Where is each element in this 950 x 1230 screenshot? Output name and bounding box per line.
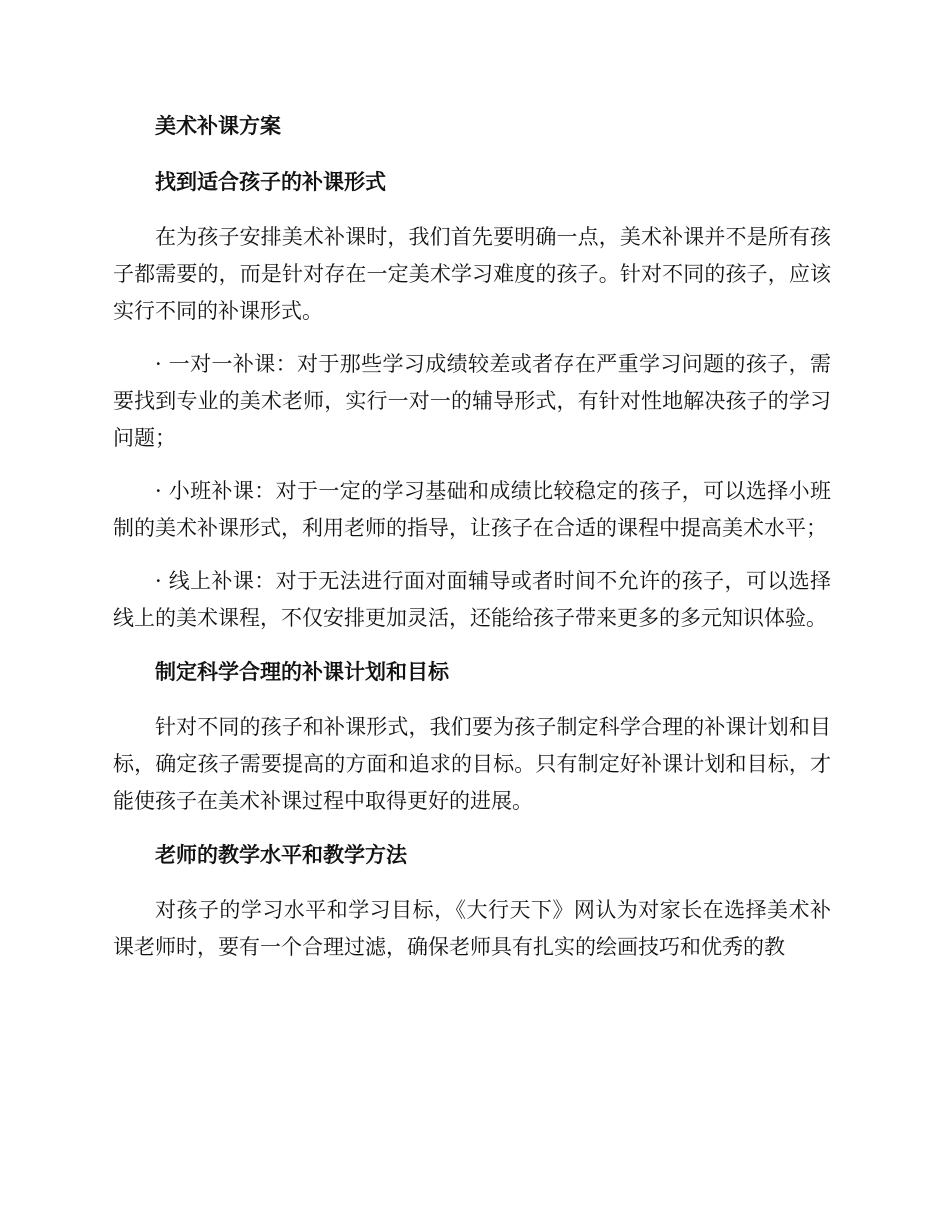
section-heading: 找到适合孩子的补课形式	[155, 170, 386, 194]
paragraph: 针对不同的孩子和补课形式，我们要为孩子制定科学合理的补课计划和目标，确定孩子需要提高的方面和追求的目标。只有制定好补课计划和目标，才能使孩子在美术补课过程中取得更好的进展。	[113, 715, 831, 813]
bullet-item-one-on-one: · 一对一补课：对于那些学习成绩较差或者存在严重学习问题的孩子，需要找到专业的美术老师，实行一对一的辅导形式，有针对性地解决孩子的学习问题；	[113, 352, 831, 450]
section-form	[113, 163, 831, 637]
paragraph: 在为孩子安排美术补课时，我们首先要明确一点，美术补课并不是所有孩子都需要的，而是针对存在一定美术学习难度的孩子。针对不同的孩子，应该实行不同的补课形式。	[113, 225, 831, 323]
paragraph: 对孩子的学习水平和学习目标，《大行天下》网认为对家长在选择美术补课老师时，要有一个合理过滤，确保老师具有扎实的绘画技巧和优秀的教	[113, 898, 831, 959]
bullet-item-online: · 线上补课：对于无法进行面对面辅导或者时间不允许的孩子，可以选择线上的美术课程，不仅安排更加灵活，还能给孩子带来更多的多元知识体验。	[113, 569, 831, 630]
section-heading: 老师的教学水平和教学方法	[155, 843, 407, 867]
section-teacher	[113, 836, 831, 966]
document-title: 美术补课方案	[155, 114, 281, 138]
section-heading: 制定科学合理的补课计划和目标	[155, 660, 449, 684]
document-body	[113, 107, 831, 982]
section-plan	[113, 653, 831, 820]
bullet-item-small-class: · 小班补课：对于一定的学习基础和成绩比较稳定的孩子，可以选择小班制的美术补课形式，利用老师的指导，让孩子在合适的课程中提高美术水平；	[113, 479, 831, 540]
